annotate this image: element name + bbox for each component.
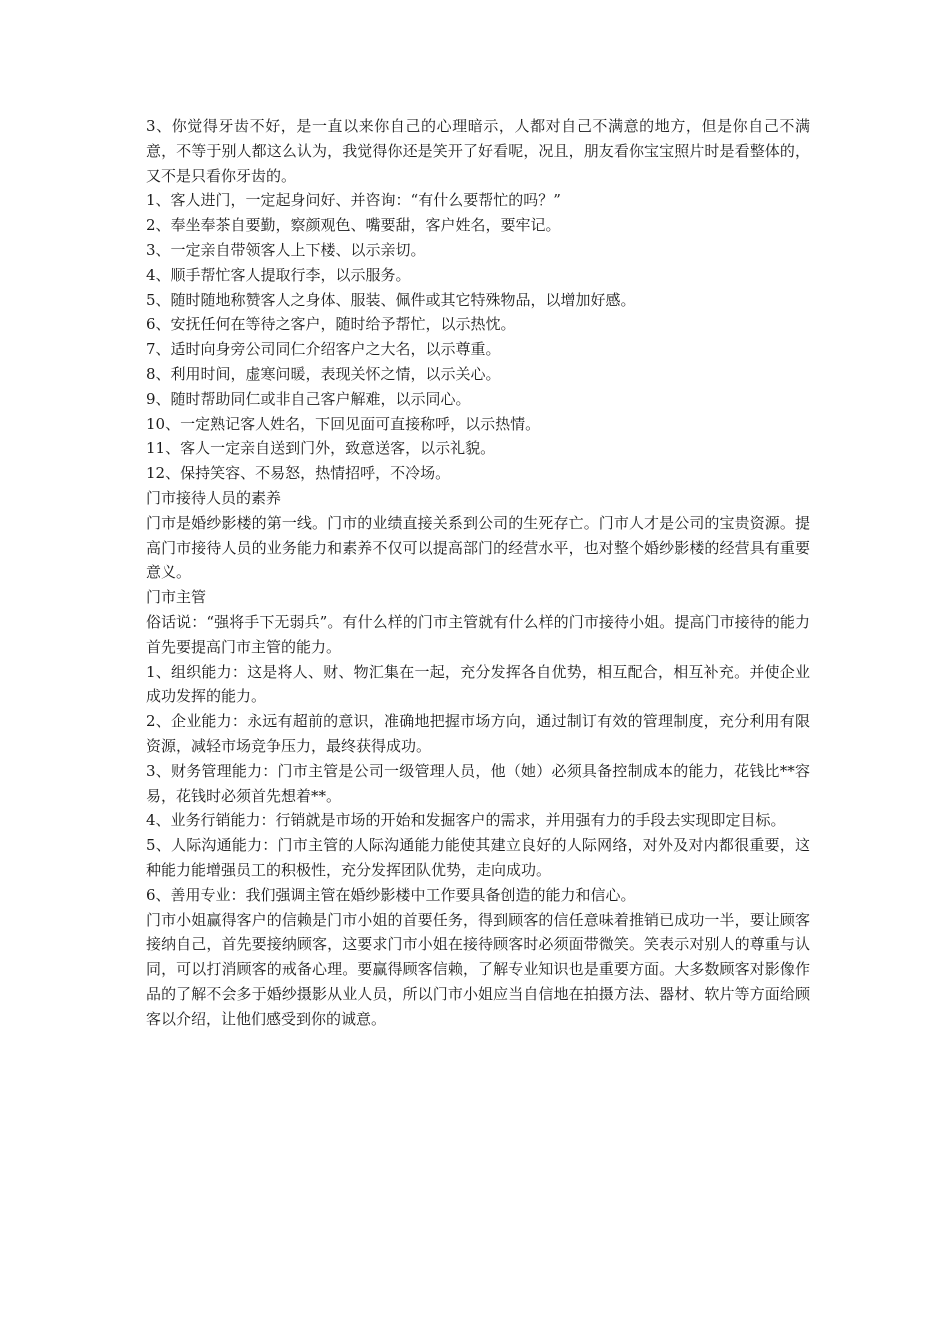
- list-item: 2、企业能力：永远有超前的意识，准确地把握市场方向，通过制订有效的管理制度，充分利用有限资源，减轻市场竞争压力，最终获得成功。: [146, 712, 810, 755]
- list-item: 10、一定熟记客人姓名，下回见面可直接称呼，以示热情。: [146, 414, 541, 433]
- section-heading-store-manager: 门市主管: [146, 588, 207, 607]
- list-item: 5、随时随地称赞客人之身体、服装、佩件或其它特殊物品，以增加好感。: [146, 290, 636, 309]
- list-item: 9、随时帮助同仁或非自己客户解难，以示同心。: [146, 389, 471, 408]
- list-item: 8、利用时间，虚寒问暖，表现关怀之情，以示关心。: [146, 364, 501, 383]
- list-item: 6、安抚任何在等待之客户，随时给予帮忙，以示热忱。: [146, 315, 516, 334]
- list-item: 2、奉坐奉茶自要勤，察颜观色、嘴要甜，客户姓名，要牢记。: [146, 216, 561, 235]
- section-heading-reception-qualities: 门市接待人员的素养: [146, 488, 282, 507]
- list-item: 4、业务行销能力：行销就是市场的开始和发掘客户的需求，并用强有力的手段去实现即定目标。: [146, 811, 786, 830]
- list-item: 4、顺手帮忙客人提取行李，以示服务。: [146, 265, 411, 284]
- paragraph-storefront-intro: 门市是婚纱影楼的第一线。门市的业绩直接关系到公司的生死存亡。门市人才是公司的宝贵资源。提高门市接待人员的业务能力和素养不仅可以提高部门的经营水平，也对整个婚纱影楼的经营具有重要意义。: [146, 513, 810, 582]
- list-item: 6、善用专业：我们强调主管在婚纱影楼中工作要具备创造的能力和信心。: [146, 885, 636, 904]
- paragraph-customer-trust: 门市小姐赢得客户的信赖是门市小姐的首要任务，得到顾客的信任意味着推销已成功一半，要让顾客接纳自己，首先要接纳顾客，这要求门市小姐在接待顾客时必须面带微笑。笑表示对别人的尊重与认同，可以打消顾客的戒备心理。要赢得顾客信赖，了解专业知识也是重要方面。大多数顾客对影像作品的了解不会多于婚纱摄影从业人员，所以门市小姐应当自信地在拍摄方法、器材、软片等方面给顾客以介绍，让他们感受到你的诚意。: [146, 910, 810, 1028]
- list-item: 5、人际沟通能力：门市主管的人际沟通能力能使其建立良好的人际网络，对外及对内都很重要，这种能力能增强员工的积极性，充分发挥团队优势，走向成功。: [146, 836, 810, 879]
- list-item: 1、客人进门，一定起身问好、并咨询：“有什么要帮忙的吗？”: [146, 191, 561, 210]
- list-item: 11、客人一定亲自送到门外，致意送客，以示礼貌。: [146, 439, 496, 458]
- list-item: 3、一定亲自带领客人上下楼、以示亲切。: [146, 240, 426, 259]
- paragraph-teeth-advice: 3、你觉得牙齿不好，是一直以来你自己的心理暗示，人都对自己不满意的地方，但是你自己不满意，不等于别人都这么认为，我觉得你还是笑开了好看呢，况且，朋友看你宝宝照片时是看整体的，又不是只看你牙齿的。: [146, 117, 810, 185]
- list-item: 1、组织能力：这是将人、财、物汇集在一起，充分发挥各自优势，相互配合，相互补充。并使企业成功发挥的能力。: [146, 662, 810, 706]
- document-body: [146, 114, 810, 1031]
- paragraph-proverb: 俗话说：“强将手下无弱兵”。有什么样的门市主管就有什么样的门市接待小姐。提高门市接待的能力首先要提高门市主管的能力。: [146, 612, 810, 656]
- list-item: 7、适时向身旁公司同仁介绍客户之大名，以示尊重。: [146, 340, 501, 359]
- list-item: 12、保持笑容、不易怒，热情招呼，不冷场。: [146, 464, 451, 483]
- list-item: 3、财务管理能力：门市主管是公司一级管理人员，他（她）必须具备控制成本的能力，花钱比**容易，花钱时必须首先想着**。: [146, 761, 810, 805]
